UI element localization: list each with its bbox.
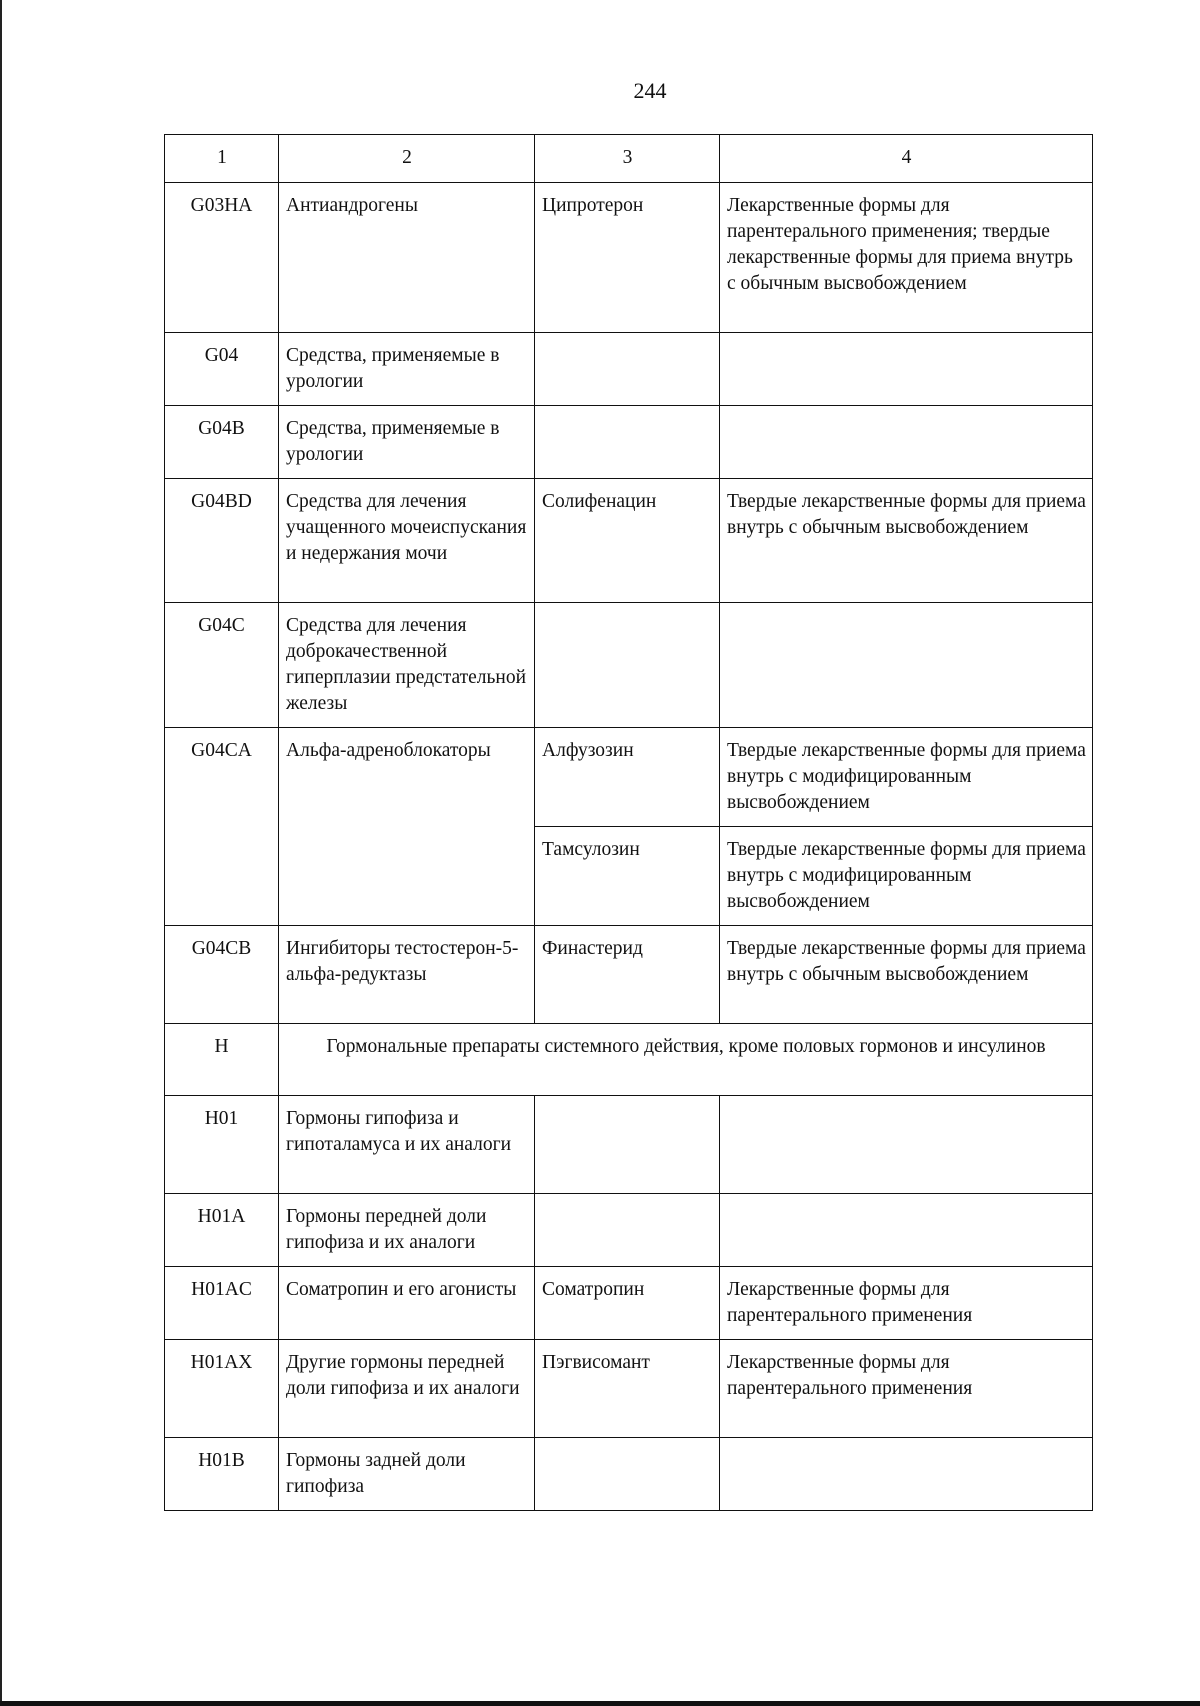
atc-code-cell: G04BD bbox=[165, 479, 279, 603]
scan-bottom-edge bbox=[0, 1701, 1200, 1706]
dosage-form-cell bbox=[720, 333, 1093, 406]
atc-code-cell: H01A bbox=[165, 1194, 279, 1267]
dosage-form-cell bbox=[720, 603, 1093, 728]
dosage-form-cell: Твердые лекарственные формы для приема внутрь с модифицированным высвобождением bbox=[720, 827, 1093, 926]
dosage-form-cell: Лекарственные формы для парентерального применения bbox=[720, 1340, 1093, 1438]
atc-group-cell: Другие гормоны передней доли гипофиза и их аналоги bbox=[279, 1340, 535, 1438]
table-row bbox=[165, 183, 1093, 333]
atc-code-cell: G04CB bbox=[165, 926, 279, 1024]
dosage-form-cell: Лекарственные формы для парентерального применения; твердые лекарственные формы для приема внутрь с обычным высвобождением bbox=[720, 183, 1093, 333]
table-row bbox=[165, 1340, 1093, 1438]
dosage-form-cell bbox=[720, 406, 1093, 479]
page-number: 244 bbox=[633, 78, 667, 103]
drug-name-cell bbox=[535, 1194, 720, 1267]
header-cell: 2 bbox=[279, 135, 535, 183]
drug-name-cell: Ципротерон bbox=[535, 183, 720, 333]
atc-code-cell: G03HA bbox=[165, 183, 279, 333]
atc-code-cell: H01 bbox=[165, 1096, 279, 1194]
dosage-form-cell bbox=[720, 1096, 1093, 1194]
atc-group-cell: Средства, применяемые в урологии bbox=[279, 406, 535, 479]
dosage-form-cell bbox=[720, 1438, 1093, 1511]
drug-name-cell: Алфузозин bbox=[535, 728, 720, 827]
atc-code-cell: G04B bbox=[165, 406, 279, 479]
atc-code-cell: H01AX bbox=[165, 1340, 279, 1438]
atc-group-cell: Гормоны задней доли гипофиза bbox=[279, 1438, 535, 1511]
dosage-form-cell bbox=[720, 1194, 1093, 1267]
drug-name-cell: Финастерид bbox=[535, 926, 720, 1024]
header-cell: 1 bbox=[165, 135, 279, 183]
drug-name-cell bbox=[535, 603, 720, 728]
table-row bbox=[165, 333, 1093, 406]
drug-name-cell bbox=[535, 406, 720, 479]
atc-code-cell: G04CA bbox=[165, 728, 279, 926]
table-row bbox=[165, 1194, 1093, 1267]
table-row bbox=[165, 406, 1093, 479]
atc-group-cell: Гормональные препараты системного действия, кроме половых гормонов и инсулинов bbox=[279, 1024, 1093, 1096]
dosage-form-cell: Твердые лекарственные формы для приема внутрь с обычным высвобождением bbox=[720, 926, 1093, 1024]
drug-name-cell: Солифенацин bbox=[535, 479, 720, 603]
header-cell: 3 bbox=[535, 135, 720, 183]
atc-group-cell: Ингибиторы тестостерон-5-альфа-редуктазы bbox=[279, 926, 535, 1024]
table-row bbox=[165, 1096, 1093, 1194]
drug-name-cell: Соматропин bbox=[535, 1267, 720, 1340]
dosage-form-cell: Твердые лекарственные формы для приема внутрь с модифицированным высвобождением bbox=[720, 728, 1093, 827]
atc-group-cell: Соматропин и его агонисты bbox=[279, 1267, 535, 1340]
atc-group-cell: Гормоны передней доли гипофиза и их аналоги bbox=[279, 1194, 535, 1267]
atc-code-cell: G04 bbox=[165, 333, 279, 406]
drug-classification-table bbox=[164, 134, 1093, 1511]
atc-code-cell: G04C bbox=[165, 603, 279, 728]
dosage-form-cell: Лекарственные формы для парентерального применения bbox=[720, 1267, 1093, 1340]
atc-code-cell: H bbox=[165, 1024, 279, 1096]
atc-code-cell: H01AC bbox=[165, 1267, 279, 1340]
drug-name-cell: Тамсулозин bbox=[535, 827, 720, 926]
table-row bbox=[165, 1438, 1093, 1511]
table-row bbox=[165, 926, 1093, 1024]
scan-left-edge bbox=[0, 0, 2, 1706]
atc-group-cell: Средства для лечения доброкачественной гиперплазии предстательной железы bbox=[279, 603, 535, 728]
atc-group-cell: Гормоны гипофиза и гипоталамуса и их аналоги bbox=[279, 1096, 535, 1194]
drug-name-cell: Пэгвисомант bbox=[535, 1340, 720, 1438]
drug-name-cell bbox=[535, 1438, 720, 1511]
atc-code-cell: H01B bbox=[165, 1438, 279, 1511]
table-row bbox=[165, 1024, 1093, 1096]
dosage-form-cell: Твердые лекарственные формы для приема внутрь с обычным высвобождением bbox=[720, 479, 1093, 603]
table-row bbox=[165, 479, 1093, 603]
drug-name-cell bbox=[535, 1096, 720, 1194]
table-row bbox=[165, 1267, 1093, 1340]
drug-name-cell bbox=[535, 333, 720, 406]
table-header-row bbox=[165, 135, 1093, 183]
table-row bbox=[165, 603, 1093, 728]
header-cell: 4 bbox=[720, 135, 1093, 183]
atc-group-cell: Средства, применяемые в урологии bbox=[279, 333, 535, 406]
atc-group-cell: Антиандрогены bbox=[279, 183, 535, 333]
atc-group-cell: Альфа-адреноблокаторы bbox=[279, 728, 535, 926]
table-row bbox=[165, 728, 1093, 827]
atc-group-cell: Средства для лечения учащенного мочеиспускания и недержания мочи bbox=[279, 479, 535, 603]
